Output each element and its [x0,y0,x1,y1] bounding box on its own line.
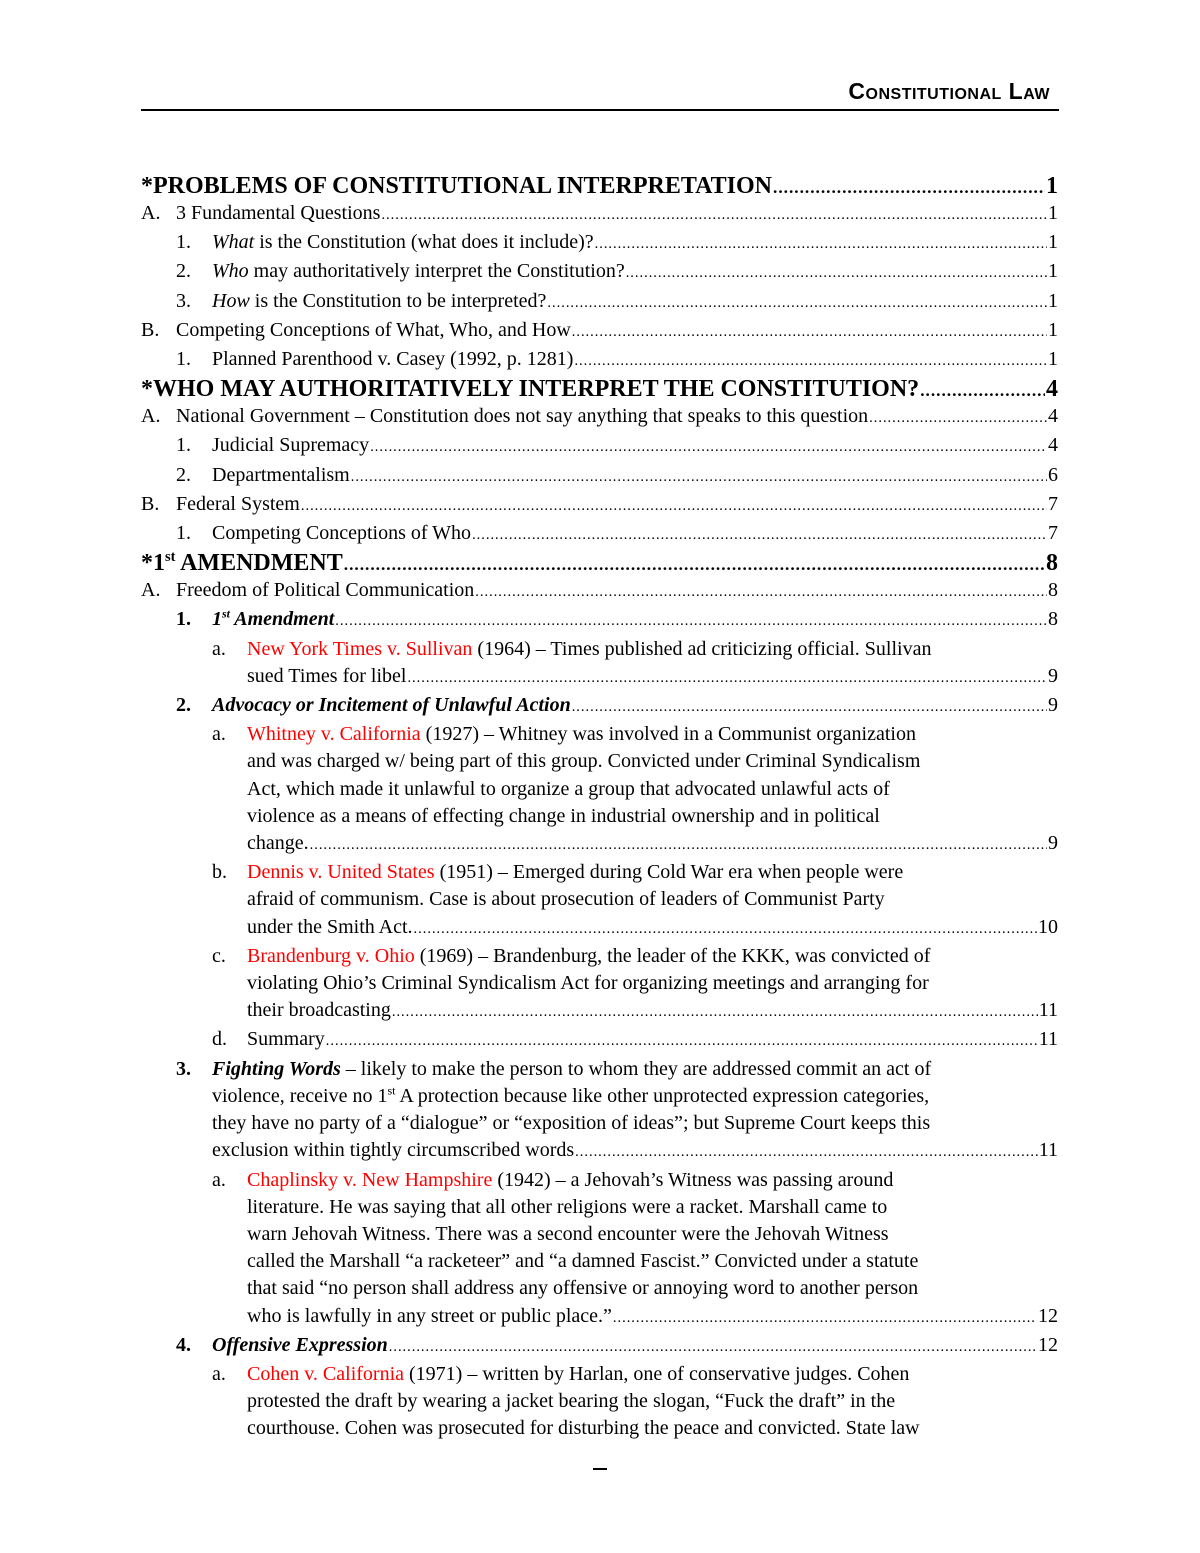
toc-case-brandenburg[interactable]: c. Brandenburg v. Ohio (1969) – Brandenburg, the leader of the KKK, was convicted of violating Ohio’s Criminal Syndicalism Act for organizing meetings and arranging for their broadcasting ..... 11 [141,943,1058,1027]
toc-entry[interactable]: A. National Government – Constitution does not say anything that speaks to this question ..... 4 [141,403,1058,432]
leader-dots [351,464,1047,491]
toc-case-nyt-sullivan[interactable]: a. New York Times v. Sullivan (1964) – Times published ad criticizing official. Sullivan sued Times for libel ..... 9 [141,636,1058,692]
toc-case-whitney[interactable]: a. Whitney v. California (1927) – Whitney was involved in a Communist organization and was charged w/ being part of this group. Convicted under Criminal Syndicalism Act, which made it unlawful to organize a group that advocated unlawful acts of violence as a means of effecting change in industrial ownership and in political change. ..... 9 [141,721,1058,859]
toc-entry[interactable]: A. Freedom of Political Communication ..... 8 [141,577,1058,606]
case-name[interactable]: Chaplinsky v. New Hampshire [247,1168,493,1191]
leader-dots [572,694,1047,721]
page-number: 10 [1038,915,1058,938]
leader-dots [370,434,1047,461]
page-number: 7 [1048,522,1058,545]
page-number: 8 [1046,550,1058,577]
page-number: 1 [1046,173,1058,199]
leader-dots [381,202,1047,229]
toc-entry[interactable]: d. Summary ..... 11 [141,1026,1058,1055]
leader-dots [407,665,1047,692]
toc-section-first-amendment[interactable]: *1st AMENDMENT ..... 8 [141,549,1058,577]
page-number: 11 [1038,1028,1058,1051]
toc-section-problems[interactable]: *PROBLEMS OF CONSTITUTIONAL INTERPRETATION ..... 1 [141,172,1058,200]
toc-entry[interactable]: 1. What is the Constitution (what does it include)? ..... 1 [141,229,1058,258]
toc-entry[interactable]: 2. Who may authoritatively interpret the Constitution? ..... 1 [141,258,1058,287]
page-number: 1 [1048,231,1058,254]
page-number: 12 [1038,1333,1058,1356]
toc-entry[interactable]: B. Competing Conceptions of What, Who, and How ..... 1 [141,317,1058,346]
leader-dots [301,493,1047,520]
page-number: 4 [1048,434,1058,457]
page-number: 11 [1038,999,1058,1022]
leader-dots [335,608,1047,635]
toc-case-cohen[interactable]: a. Cohen v. California (1971) – written by Harlan, one of conservative judges. Cohen protested the draft by wearing a jacket bearing the slogan, “Fuck the draft” in the courthouse. Cohen was prosecuted for disturbing the peace and convicted. State law [212,1362,920,1440]
toc-entry[interactable]: 1. Competing Conceptions of Who ..... 7 [141,520,1058,549]
page-number: 1 [1048,318,1058,341]
header-rule [141,109,1059,111]
leader-dots [572,319,1047,346]
leader-dots [310,832,1047,859]
leader-dots [626,260,1047,287]
toc-case-chaplinsky[interactable]: a. Chaplinsky v. New Hampshire (1942) – a Jehovah’s Witness was passing around literature. He was saying that all other religions were a racket. Marshall came to warn Jehovah Witness. There was a second encounter were the Jehovah Witness called the Marshall “a racketeer” and “a damned Fascist.” Convicted under a statute that said “no person shall address any offensive or annoying word to another person who is lawfully in any street or public place.” ..... 12 [141,1167,1058,1332]
toc-entry-fighting-words[interactable]: 3. Fighting Words – likely to make the person to whom they are addressed commit an act of violence, receive no 1st A protection because like other unprotected expression categories, they have no party of a “dialogue” or “exposition of ideas”; but Supreme Court keeps this exclusion within tightly circumscribed words ..... 11 [141,1056,1058,1167]
leader-dots [595,231,1047,258]
leader-dots [574,348,1047,375]
page-number: 1 [1048,202,1058,224]
page-number: 4 [1048,405,1058,428]
footer-page-mark [593,1468,607,1470]
leader-dots [475,579,1047,606]
case-name[interactable]: Cohen v. California [247,1362,405,1385]
toc-entry[interactable]: 2. Departmentalism ..... 6 [141,462,1058,491]
leader-dots [869,405,1047,432]
case-name[interactable]: Whitney v. California [247,723,421,746]
leader-dots [575,1139,1038,1166]
leader-dots [392,999,1038,1026]
leader-dots [414,916,1037,943]
case-name[interactable]: Brandenburg v. Ohio [247,944,415,967]
leader-dots [613,1305,1037,1332]
leader-dots [389,1334,1037,1361]
page-number: 9 [1048,694,1058,717]
page-number: 1 [1048,348,1058,371]
page-number: 6 [1048,463,1058,486]
page-number: 8 [1048,608,1058,631]
running-header-title: Constitutional Law [848,78,1050,104]
toc-entry[interactable]: A. 3 Fundamental Questions ..... 1 [141,200,1058,229]
leader-dots [472,522,1047,549]
case-name[interactable]: New York Times v. Sullivan [247,637,473,660]
page-number: 7 [1048,492,1058,515]
page-number: 11 [1038,1139,1058,1162]
leader-dots [920,377,1045,405]
toc-entry[interactable]: 1. 1st Amendment ..... 8 [141,606,1058,635]
leader-dots [344,551,1045,579]
leader-dots [547,290,1047,317]
toc-entry[interactable]: 1. Planned Parenthood v. Casey (1992, p. 1281) ..... 1 [141,346,1058,375]
leader-dots [326,1028,1038,1055]
case-name[interactable]: Dennis v. United States [247,861,435,884]
table-of-contents [141,172,1058,1443]
page-number: 9 [1048,664,1058,687]
page-number: 1 [1048,289,1058,312]
page-number: 4 [1046,376,1058,403]
toc-entry[interactable]: B. Federal System ..... 7 [141,491,1058,520]
toc-section-who-may-interpret[interactable]: *WHO MAY AUTHORITATIVELY INTERPRET THE CONSTITUTION? ..... 4 [141,375,1058,403]
page-number: 1 [1048,260,1058,283]
toc-entry[interactable]: 3. How is the Constitution to be interpreted? ..... 1 [141,288,1058,317]
toc-entry[interactable]: 4. Offensive Expression ..... 12 [141,1332,1058,1361]
page-number: 12 [1038,1304,1058,1327]
page-number: 8 [1048,579,1058,602]
toc-entry[interactable]: 1. Judicial Supremacy ..... 4 [141,432,1058,461]
leader-dots [773,174,1045,202]
toc-entry[interactable]: 2. Advocacy or Incitement of Unlawful Action ..... 9 [141,692,1058,721]
toc-case-dennis[interactable]: b. Dennis v. United States (1951) – Emerged during Cold War era when people were afraid of communism. Case is about prosecution of leaders of Communist Party under the Smith Act. ..... 10 [141,859,1058,943]
page-number: 9 [1048,832,1058,855]
